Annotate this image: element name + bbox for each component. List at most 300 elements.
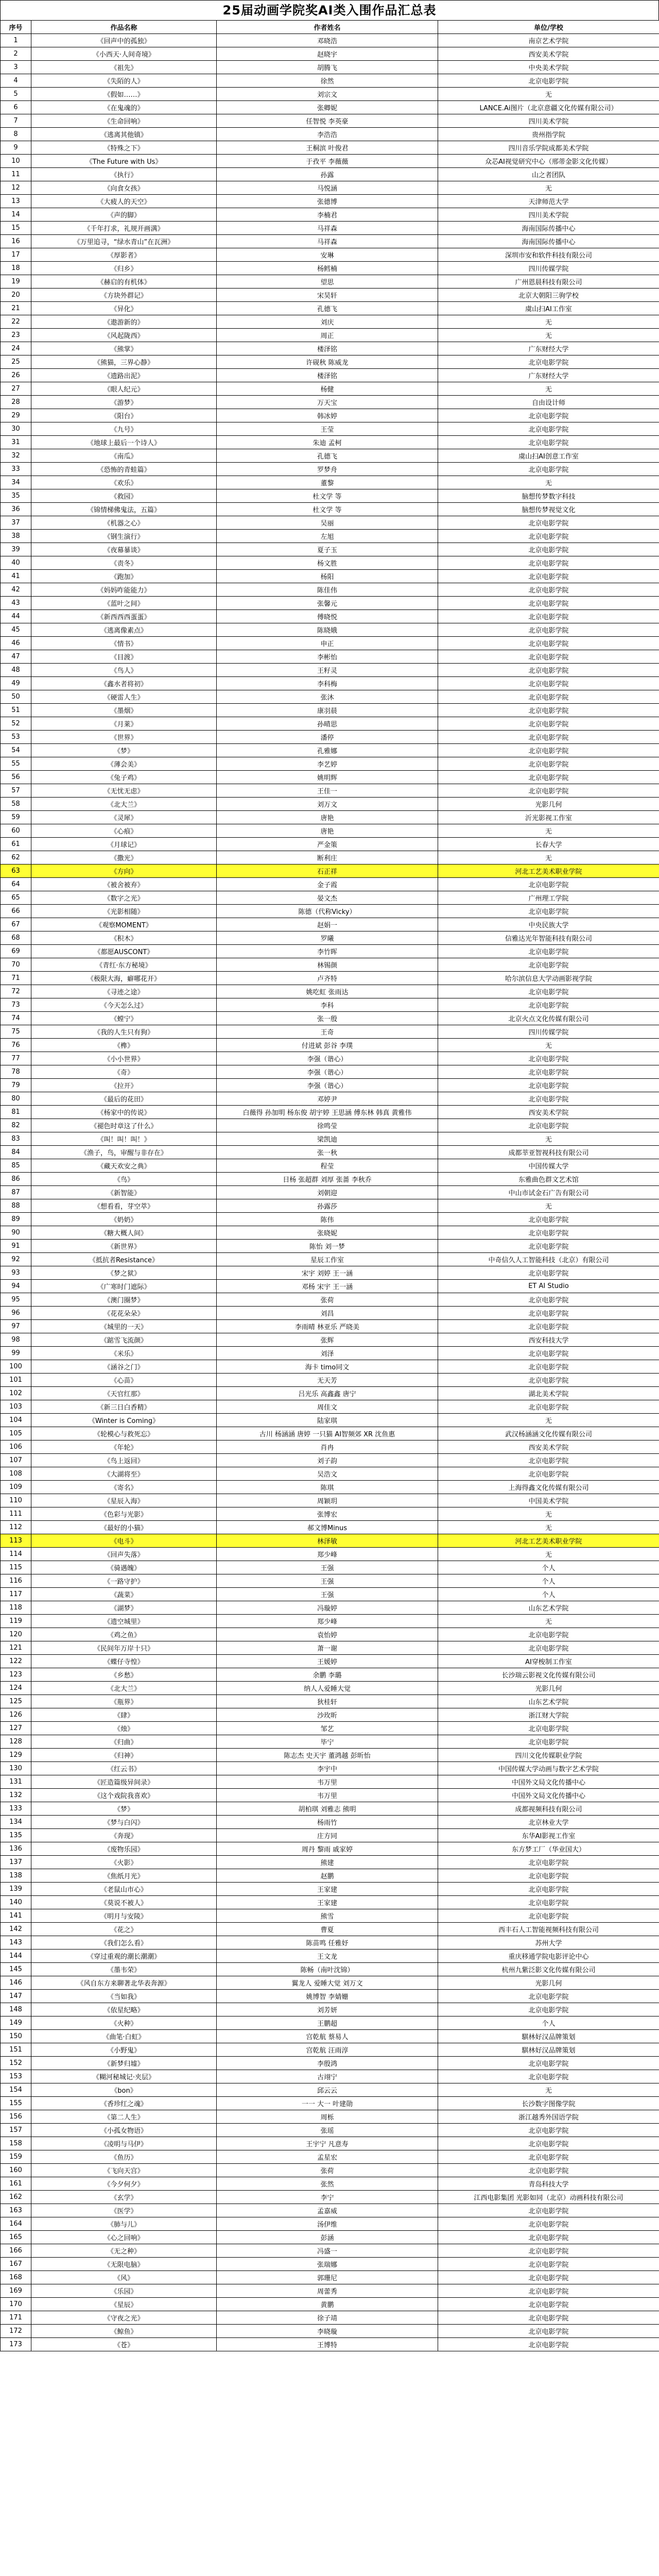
cell-organization: 北京电影学院 [438,436,659,449]
cell-number: 20 [1,289,31,302]
cell-number: 111 [1,1507,31,1521]
cell-author: 郭珊尼 [217,2271,438,2284]
table-row [1,1481,659,1494]
table-row [1,101,659,114]
cell-number: 56 [1,771,31,784]
cell-number: 83 [1,1132,31,1146]
cell-number: 27 [1,382,31,396]
cell-work-title: 《在鬼魂的》 [31,101,217,114]
cell-number: 65 [1,891,31,905]
table-row [1,47,659,61]
table-row [1,1990,659,2003]
cell-organization: 北京电影学院 [438,1360,659,1374]
table-row [1,1588,659,1601]
table-row [1,2177,659,2191]
cell-work-title: 《花花朵朵》 [31,1307,217,1320]
cell-number: 89 [1,1213,31,1226]
cell-work-title: 《地球上最后一个诗人》 [31,436,217,449]
table-row [1,382,659,396]
table-row [1,168,659,181]
cell-organization: 自由设计师 [438,396,659,409]
cell-organization: 四川文化传媒职业学院 [438,1749,659,1762]
cell-organization: 北京电影学院 [438,2003,659,2016]
cell-work-title: 《火种》 [31,2016,217,2030]
cell-author: 张博宏 [217,1507,438,1521]
cell-author: 李晓璇 [217,2325,438,2338]
cell-organization: 成都莘亚智视科技有限公司 [438,1146,659,1159]
cell-author: 陈伟 [217,1213,438,1226]
cell-work-title: 《执行》 [31,168,217,181]
cell-work-title: 《莫说不被人》 [31,1896,217,1909]
cell-number: 61 [1,838,31,851]
table-row [1,1574,659,1588]
cell-author: 韦万里 [217,1775,438,1789]
table-row [1,556,659,570]
cell-organization: 北京电影学院 [438,2298,659,2311]
table-row [1,1039,659,1052]
cell-work-title: 《花之》 [31,1923,217,1936]
cell-organization: 脑想传梦数字科技 [438,489,659,503]
cell-author: 姚吃虹 张雨达 [217,985,438,998]
cell-work-title: 《归乡》 [31,262,217,275]
table-row [1,2298,659,2311]
cell-number: 1 [1,34,31,47]
table-row [1,610,659,623]
cell-number: 17 [1,248,31,262]
cell-work-title: 《新西西西蛋蛋》 [31,610,217,623]
table-row [1,1521,659,1534]
table-row [1,2030,659,2043]
cell-author: 傅晓悦 [217,610,438,623]
table-row [1,798,659,811]
table-row [1,516,659,530]
cell-work-title: 《鸟》 [31,1173,217,1186]
table-row [1,1387,659,1400]
table-row [1,1534,659,1548]
table-row [1,1454,659,1467]
cell-author: 张瑶 [217,2124,438,2137]
cell-organization: 北京电影学院 [438,677,659,690]
cell-organization: 北京电影学院 [438,556,659,570]
cell-organization: 北京电影学院 [438,422,659,436]
cell-author: 马悦涵 [217,181,438,195]
cell-organization: 北京电影学院 [438,355,659,369]
table-row [1,2284,659,2298]
table-row [1,275,659,289]
table-row [1,2110,659,2124]
cell-organization: 北京电影学院 [438,409,659,422]
cell-work-title: 《回声中的孤独》 [31,34,217,47]
cell-work-title: 《香珍红之魂》 [31,2097,217,2110]
cell-number: 2 [1,47,31,61]
cell-work-title: 《寻迹之途》 [31,985,217,998]
cell-organization: 虞山扫AI创意工作室 [438,449,659,463]
cell-author: 刘子韵 [217,1454,438,1467]
cell-number: 150 [1,2030,31,2043]
cell-organization: 西安美术学院 [438,1106,659,1119]
cell-organization: 北京电影学院 [438,717,659,731]
cell-number: 120 [1,1628,31,1641]
cell-number: 33 [1,463,31,476]
table-row [1,570,659,583]
cell-author: 孙露莎 [217,1199,438,1213]
cell-author: 杨文胜 [217,556,438,570]
table-row [1,1012,659,1025]
cell-organization: 长春大学 [438,838,659,851]
cell-work-title: 《生命回响》 [31,114,217,128]
cell-author: 萧一谢 [217,1641,438,1655]
table-row [1,1883,659,1896]
cell-author: 徐鸣莹 [217,1119,438,1132]
table-row [1,2043,659,2057]
cell-work-title: 《机器之心》 [31,516,217,530]
cell-number: 106 [1,1440,31,1454]
cell-number: 167 [1,2258,31,2271]
cell-organization: 北京电影学院 [438,744,659,757]
cell-organization: 北京电影学院 [438,1628,659,1641]
cell-number: 22 [1,315,31,329]
table-row [1,489,659,503]
cell-number: 69 [1,945,31,958]
cell-author: 张馨元 [217,597,438,610]
cell-number: 164 [1,2217,31,2231]
table-row [1,342,659,355]
cell-author: 宋昊轩 [217,289,438,302]
cell-work-title: 《糖大概人间》 [31,1226,217,1240]
cell-organization: 北京电影学院 [438,2137,659,2150]
cell-work-title: 《小小世界》 [31,1052,217,1065]
cell-work-title: 《方向》 [31,865,217,878]
table-row [1,1735,659,1749]
cell-organization: 北京电影学院 [438,664,659,677]
cell-author: 海卡 timo同文 [217,1360,438,1374]
cell-work-title: 《鱼历》 [31,2150,217,2164]
cell-work-title: 《赫启的有机体》 [31,275,217,289]
table-row [1,1374,659,1387]
cell-number: 137 [1,1856,31,1869]
cell-number: 99 [1,1347,31,1360]
cell-organization: 北京电影学院 [438,958,659,972]
cell-number: 37 [1,516,31,530]
cell-organization: 北京电影学院 [438,1240,659,1253]
cell-organization: 河北工艺美术职业学院 [438,865,659,878]
table-row [1,1333,659,1347]
cell-number: 51 [1,704,31,717]
cell-organization: 脑想传梦视觉文化 [438,503,659,516]
table-row [1,1360,659,1374]
cell-number: 9 [1,141,31,155]
cell-work-title: 《第二人生》 [31,2110,217,2124]
cell-work-title: 《九号》 [31,422,217,436]
cell-author: 王家建 [217,1896,438,1909]
cell-author: 李浩浩 [217,128,438,141]
cell-number: 14 [1,208,31,222]
cell-work-title: 《心苗》 [31,1374,217,1387]
cell-organization: 广州理工学院 [438,891,659,905]
cell-organization: 北京电影学院 [438,731,659,744]
table-body [1,34,659,2351]
cell-number: 31 [1,436,31,449]
table-row [1,1307,659,1320]
cell-number: 70 [1,958,31,972]
cell-author: 胡柏琪 刘雅志 熊明 [217,1802,438,1816]
cell-work-title: 《鸡之鱼》 [31,1628,217,1641]
cell-number: 54 [1,744,31,757]
cell-organization: 海南国际传播中心 [438,235,659,248]
table-row [1,2164,659,2177]
table-row [1,1347,659,1360]
cell-author: 刘泽 [217,1347,438,1360]
cell-work-title: 《声的脚》 [31,208,217,222]
table-row [1,1079,659,1092]
table-row [1,1641,659,1655]
cell-work-title: 《风》 [31,2271,217,2284]
cell-work-title: 《北大兰》 [31,798,217,811]
cell-author: 罗梦舟 [217,463,438,476]
cell-number: 114 [1,1548,31,1561]
table-row [1,2258,659,2271]
cell-author: 断利庄 [217,851,438,865]
table-row [1,2070,659,2083]
cell-organization: 北京电影学院 [438,1641,659,1655]
cell-author: 周蕾秀 [217,2284,438,2298]
header-organization: 单位/学校 [438,21,659,34]
cell-work-title: 《焦纸月光》 [31,1869,217,1883]
cell-organization: 中山市试金石广告有限公司 [438,1186,659,1199]
table-row [1,985,659,998]
cell-author: 星辰工作室 [217,1253,438,1266]
table-row [1,2338,659,2351]
table-row [1,181,659,195]
cell-organization: 北京电影学院 [438,945,659,958]
cell-author: 李强（谐心） [217,1052,438,1065]
table-row [1,2191,659,2204]
table-row [1,449,659,463]
cell-work-title: 《青红·东方秘境》 [31,958,217,972]
table-row [1,1467,659,1481]
cell-author: 宋宇 刘婷 王一涵 [217,1266,438,1280]
cell-author: 庄方同 [217,1829,438,1842]
cell-author: 王强 [217,1588,438,1601]
cell-number: 44 [1,610,31,623]
cell-work-title: 《向食女孩》 [31,181,217,195]
cell-number: 139 [1,1883,31,1896]
cell-number: 170 [1,2298,31,2311]
table-row [1,1601,659,1615]
cell-number: 122 [1,1655,31,1668]
cell-work-title: 《月球记》 [31,838,217,851]
cell-author: 宫乾航 汪雨淳 [217,2043,438,2057]
cell-organization: 北京电影学院 [438,1347,659,1360]
cell-number: 166 [1,2244,31,2258]
cell-author: 张瑞娜 [217,2258,438,2271]
cell-organization: 南京艺术学院 [438,34,659,47]
table-row [1,1936,659,1950]
cell-organization: 北京林业大学 [438,1816,659,1829]
cell-number: 146 [1,1976,31,1990]
cell-number: 55 [1,757,31,771]
cell-work-title: 《数字之光》 [31,891,217,905]
cell-work-title: 《年轮》 [31,1440,217,1454]
table-row [1,1065,659,1079]
cell-number: 87 [1,1186,31,1199]
cell-work-title: 《梦》 [31,1802,217,1816]
cell-author: 吴浩文 [217,1467,438,1481]
cell-number: 135 [1,1829,31,1842]
cell-number: 149 [1,2016,31,2030]
cell-organization: 北京电影学院 [438,1293,659,1307]
cell-author: 陈苗鸣 任雅妤 [217,1936,438,1950]
cell-work-title: 《情书》 [31,637,217,650]
header-author: 作者姓名 [217,21,438,34]
cell-author: 孙露 [217,168,438,181]
cell-work-title: 《轮模心与救死忘》 [31,1427,217,1440]
cell-number: 141 [1,1909,31,1923]
table-row [1,1816,659,1829]
cell-organization: 无 [438,88,659,101]
table-row [1,1494,659,1507]
cell-work-title: 《踮雪飞流颜》 [31,1333,217,1347]
cell-work-title: 《明月与安陵》 [31,1909,217,1923]
cell-work-title: 《拉开》 [31,1079,217,1092]
table-row [1,838,659,851]
cell-author: 肖冉 [217,1440,438,1454]
cell-number: 41 [1,570,31,583]
cell-number: 60 [1,824,31,838]
cell-work-title: 《回声失落》 [31,1548,217,1561]
cell-author: 王籽灵 [217,664,438,677]
cell-author: 王莹 [217,422,438,436]
cell-author: 李竹晖 [217,945,438,958]
cell-number: 24 [1,342,31,355]
cell-work-title: 《抵抗者Resistance》 [31,1253,217,1266]
table-row [1,88,659,101]
cell-work-title: 《蓝叶之间》 [31,597,217,610]
table-row [1,1226,659,1240]
cell-work-title: 《墨烟》 [31,704,217,717]
cell-organization: 四川美术学院 [438,208,659,222]
table-row [1,2244,659,2258]
cell-organization: 四川传媒学院 [438,1025,659,1039]
cell-number: 138 [1,1869,31,1883]
cell-number: 107 [1,1454,31,1467]
cell-work-title: 《飞向天宫》 [31,2164,217,2177]
cell-work-title: 《肆》 [31,1708,217,1722]
cell-number: 103 [1,1400,31,1414]
cell-work-title: 《假如……》 [31,88,217,101]
cell-work-title: 《心痕》 [31,824,217,838]
cell-work-title: 《螳宁》 [31,1012,217,1025]
cell-work-title: 《锦情梯佛鬼法，五篇》 [31,503,217,516]
cell-author: 李殷鸿 [217,2057,438,2070]
cell-work-title: 《梦与白闪》 [31,1816,217,1829]
cell-organization: 西安科技大学 [438,1333,659,1347]
cell-author: 张然 [217,2177,438,2191]
cell-number: 156 [1,2110,31,2124]
table-row [1,436,659,449]
table-row [1,543,659,556]
cell-number: 105 [1,1427,31,1440]
cell-organization: 无 [438,1132,659,1146]
cell-author: 王强 [217,1574,438,1588]
cell-work-title: 《兔子鸡》 [31,771,217,784]
cell-number: 48 [1,664,31,677]
table-row [1,1119,659,1132]
cell-work-title: 《鲸鱼》 [31,2325,217,2338]
cell-number: 74 [1,1012,31,1025]
cell-number: 109 [1,1481,31,1494]
cell-author: 冯璇婷 [217,1601,438,1615]
cell-number: 52 [1,717,31,731]
cell-number: 154 [1,2083,31,2097]
table-row [1,1802,659,1816]
table-row [1,1266,659,1280]
cell-work-title: 《天官红那》 [31,1387,217,1400]
cell-organization: 北京电影学院 [438,74,659,88]
cell-author: 刘万文 [217,798,438,811]
cell-work-title: 《Winter is Coming》 [31,1414,217,1427]
cell-author: 张晓妮 [217,1226,438,1240]
cell-number: 30 [1,422,31,436]
cell-number: 117 [1,1588,31,1601]
cell-organization: 西安美术学院 [438,47,659,61]
cell-work-title: 《烛》 [31,1722,217,1735]
cell-number: 162 [1,2191,31,2204]
cell-author: 李科 [217,998,438,1012]
cell-author: 梁凯迪 [217,1132,438,1146]
cell-author: 望思 [217,275,438,289]
cell-organization: 众芯AI视觉研究中心（邢蒂金影文化传媒） [438,155,659,168]
cell-author: 张一殷 [217,1012,438,1025]
cell-organization: 中国外文局文化传播中心 [438,1775,659,1789]
cell-organization: 光影几何 [438,1976,659,1990]
cell-organization: 海南国际传播中心 [438,222,659,235]
cell-author: 陆家琪 [217,1414,438,1427]
cell-organization: 河北工艺美术职业学院 [438,1534,659,1548]
table-row [1,289,659,302]
cell-organization: 北京电影学院 [438,1869,659,1883]
cell-organization: 北京电影学院 [438,637,659,650]
header-row [1,21,659,34]
cell-author: 马祥森 [217,235,438,248]
cell-number: 172 [1,2325,31,2338]
cell-author: 李强（谐心） [217,1079,438,1092]
table-row [1,61,659,74]
cell-author: 李艺婷 [217,757,438,771]
cell-author: 邹艺 [217,1722,438,1735]
cell-work-title: 《城里的一天》 [31,1320,217,1333]
table-row [1,128,659,141]
table-row [1,1708,659,1722]
cell-organization: 北京电影学院 [438,2231,659,2244]
cell-organization: 北京电影学院 [438,2271,659,2284]
cell-author: 杨阳 [217,570,438,583]
cell-author: 石正祥 [217,865,438,878]
cell-number: 173 [1,2338,31,2351]
table-row [1,597,659,610]
cell-organization: 中央美术学院 [438,61,659,74]
cell-organization: 山东艺术学院 [438,1695,659,1708]
table-row [1,1213,659,1226]
cell-work-title: 《凌明与马伊》 [31,2137,217,2150]
table-row [1,1923,659,1936]
cell-author: 李宇中 [217,1762,438,1775]
cell-work-title: 《星辰》 [31,2298,217,2311]
cell-author: 一一 大一 叶建勋 [217,2097,438,2110]
cell-work-title: 《逃离像素点》 [31,623,217,637]
cell-number: 133 [1,1802,31,1816]
cell-organization: 北京电影学院 [438,597,659,610]
